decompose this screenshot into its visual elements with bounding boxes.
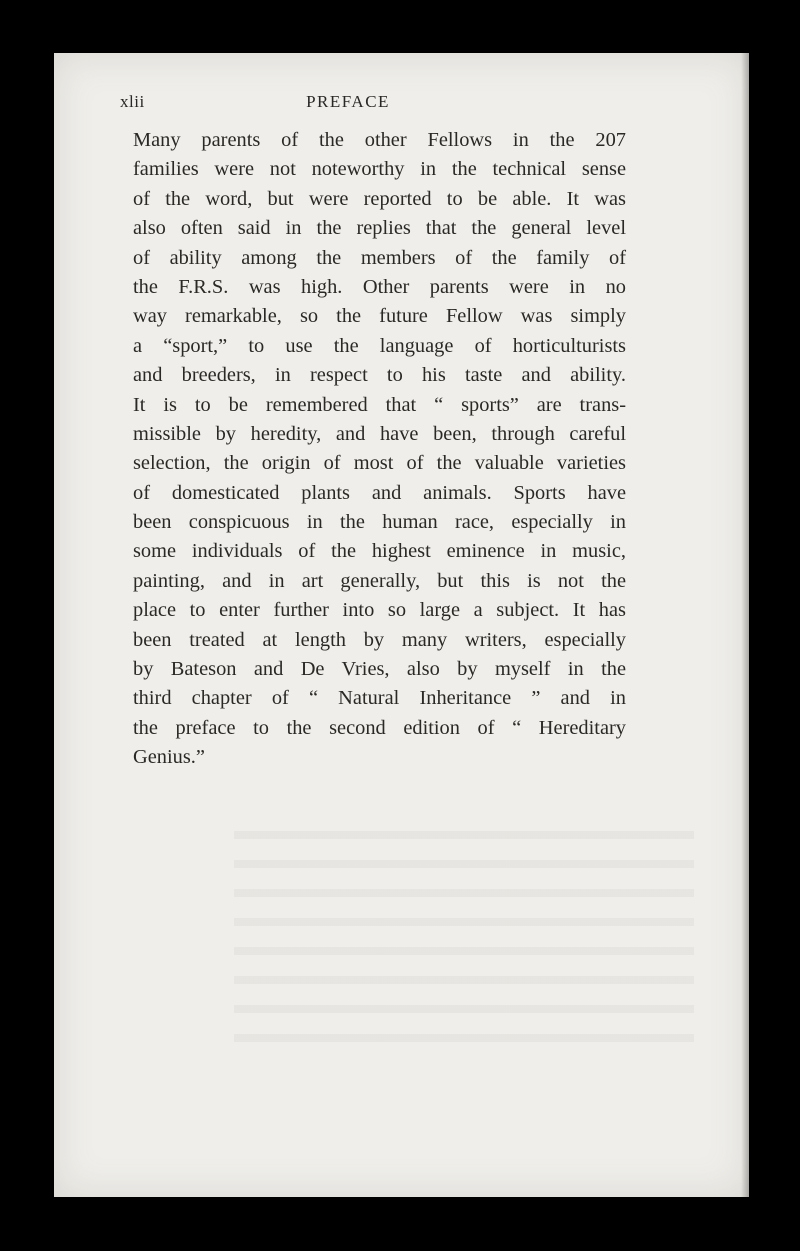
page-edge-shadow [741, 53, 749, 1197]
text-line: place to enter further into so large a subject. It has [133, 599, 626, 622]
text-line: the preface to the second edition of “ Hereditary [133, 716, 626, 739]
text-line: of domesticated plants and animals. Sports have [133, 481, 626, 504]
body-paragraph [133, 126, 626, 773]
text-line: by Bateson and De Vries, also by myself in the [133, 658, 626, 681]
text-line: a “sport,” to use the language of horticulturists [133, 334, 626, 357]
page-number: xlii [120, 92, 145, 111]
text-line: selection, the origin of most of the valuable varieties [133, 452, 626, 475]
text-line: also often said in the replies that the general level [133, 217, 626, 240]
text-line: Many parents of the other Fellows in the 207 [133, 129, 626, 151]
text-line: of ability among the members of the family of [133, 246, 626, 269]
text-line: Genius.” [133, 746, 205, 769]
running-head: PREFACE [306, 92, 390, 111]
text-line: some individuals of the highest eminence in music, [133, 540, 626, 563]
text-line: been treated at length by many writers, especially [133, 628, 626, 651]
text-line: painting, and in art generally, but this is not the [133, 569, 626, 592]
text-line: of the word, but were reported to be able. It was [133, 187, 626, 210]
text-line: been conspicuous in the human race, especially in [133, 511, 626, 534]
text-line: missible by heredity, and have been, through careful [133, 422, 626, 445]
text-line: the F.R.S. was high. Other parents were in no [133, 275, 626, 298]
text-line: families were not noteworthy in the technical sense [133, 158, 626, 181]
bleed-through-text [234, 813, 694, 1043]
text-line: It is to be remembered that “ sports” are trans- [133, 393, 626, 416]
text-line: third chapter of “ Natural Inheritance ” and in [133, 687, 626, 710]
text-line: and breeders, in respect to his taste and ability. [133, 364, 626, 387]
text-line: way remarkable, so the future Fellow was simply [133, 305, 626, 328]
page-header [120, 92, 576, 120]
